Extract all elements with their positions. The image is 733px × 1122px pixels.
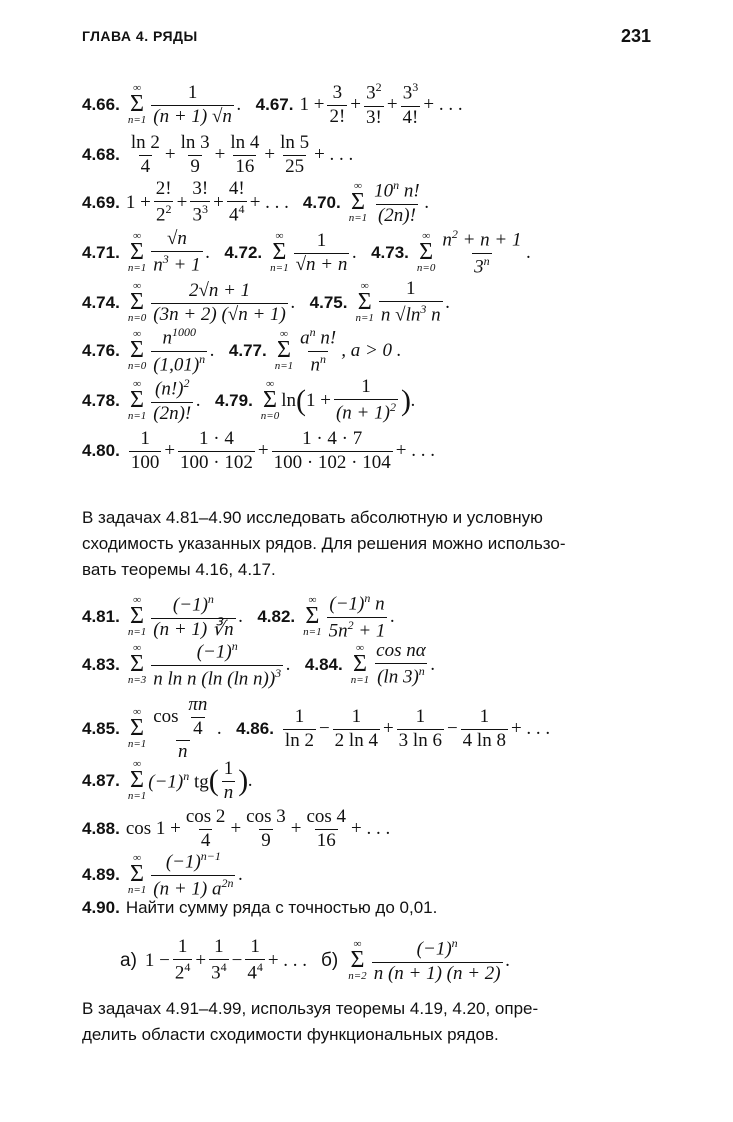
problem-row-4-83: 4.83. ∞ Σ n=3 $\frac{(-1)^n}{n \ln n (\ln (\ln n))^3}$ . 4.84. ∞ Σ n=1 $\frac{\text{cos nα}}{(\ln 3)^n}$ . — [82, 639, 436, 689]
sum-symbol: ∞ Σ n=0 — [127, 280, 147, 324]
problem-number: 4.80. — [82, 441, 120, 460]
fraction: $\frac{1}{3^4}$ — [211, 936, 227, 984]
sum-symbol: ∞ Σ n=1 — [127, 230, 147, 274]
problem-row-4-85: 4.85. ∞ Σ n=1 cos $\frac{\pi n}{4}$ n . 4.86. $\frac{1}{\ln 2}$ − $\frac{1}{2 \ln 4}$ + $\frac{1}{3 \ln 6}$ − $\frac{1}{4 \ln 8}$ + . . . — [82, 693, 551, 763]
problem-number: 4.73. — [371, 243, 409, 262]
problem-number: 4.78. — [82, 391, 120, 410]
fraction: $\frac{1}{4^4}$ — [247, 936, 263, 984]
problem-row-4-81: 4.81. ∞ Σ n=1 $\frac{(-1)^n}{(n + 1) ∛n}$ . 4.82. ∞ Σ n=1 $\frac{(-1)^n n}{5n^2 + 1}$ . — [82, 591, 396, 641]
fraction: $\frac{\ln 5}{25}$ — [280, 131, 310, 177]
fraction: $\frac{(-1)^{n-1}}{(n + 1) a^{2n}}$ — [153, 849, 234, 899]
fraction: $\frac{1}{\ln 2}$ — [284, 705, 314, 751]
text-line: В задачах 4.91–4.99, используя теоремы 4.19, 4.20, опре- — [82, 999, 539, 1018]
problem-row-4-68: 4.68. $\frac{\ln 2}{4}$ + $\frac{\ln 3}{9}$ + $\frac{\ln 4}{16}$ + $\frac{\ln 5}{25}$ + . . . — [82, 131, 354, 177]
fraction: cos $\frac{\pi n}{4}$ n — [153, 693, 208, 763]
running-head: ГЛАВА 4. РЯДЫ — [82, 28, 198, 44]
fraction: $\frac{1}{2^4}$ — [174, 936, 191, 984]
problem-number: 4.70. — [302, 193, 341, 212]
problem-number: 4.79. — [214, 391, 253, 410]
fraction: $\frac{1 \cdot 4}{100 \cdot 102}$ — [180, 427, 253, 473]
problem-row-4-71: 4.71. ∞ Σ n=1 $\frac{√n}{n^3 + 1}$ . 4.72. ∞ Σ n=1 $\frac{1}{√n + n}$ . 4.73. ∞ Σ n=0 $\frac{n^2 + n + 1}{3^n}$ . — [82, 227, 532, 277]
problem-number: 4.85. — [82, 719, 120, 738]
problem-number: 4.72. — [224, 243, 263, 262]
sum-symbol: ∞ Σ n=2 — [348, 938, 367, 982]
sum-symbol: ∞ Σ n=1 — [274, 328, 294, 372]
problem-number: 4.84. — [304, 655, 343, 674]
problem-number: 4.82. — [257, 607, 296, 626]
fraction: $\frac{\text{cos nα}}{(\ln 3)^n}$ — [376, 640, 426, 688]
fraction: $\frac{3!}{3^3}$ — [192, 178, 209, 226]
problem-number: 4.69. — [82, 193, 120, 212]
fraction: $\frac{a^n n!}{n^n}$ — [300, 325, 337, 375]
fraction: $\frac{1 \cdot 4 \cdot 7}{100 \cdot 102 \cdot 104}$ — [273, 427, 391, 473]
sum-symbol: ∞ Σ n=1 — [127, 852, 147, 896]
sum-symbol: ∞ Σ n=0 — [127, 328, 147, 372]
problem-row-4-69: 4.69. 1 + $\frac{2!}{2^2}$ + $\frac{3!}{3^3}$ + $\frac{4!}{4^4}$ + . . . 4.70. ∞ Σ n=1 $\frac{10^n n!}{(2n)!}$ . — [82, 178, 430, 226]
sum-symbol: ∞ Σ n=1 — [348, 180, 368, 224]
sum-symbol: ∞ Σ n=3 — [127, 642, 147, 686]
problem-number: 4.86. — [236, 719, 274, 738]
sum-symbol: ∞ Σ n=0 — [260, 378, 280, 422]
sum-symbol: ∞ Σ n=1 — [127, 82, 147, 126]
subitem-a-label: а) — [120, 950, 137, 971]
fraction: $\frac{(-1)^n}{(n + 1) ∛n}$ — [153, 592, 234, 640]
fraction: $\frac{2!}{2^2}$ — [155, 178, 172, 226]
fraction: $\frac{1}{4 \ln 8}$ — [462, 705, 506, 751]
problem-number: 4.77. — [228, 341, 267, 360]
fraction: $\frac{4!}{4^4}$ — [228, 178, 245, 226]
problem-row-4-66: 4.66. ∞ Σ n=1 $\frac{1}{(n + 1) √n}$ . 4.67. 1 + $\frac{3}{2!}$ + $\frac{3^2}{3!}$ + $\frac{3^3}{4!}$ + . . . — [82, 80, 463, 128]
fraction: $\frac{1}{(n + 1) √n}$ — [153, 81, 232, 127]
fraction: $\frac{n^{1000}}{(1,01)^n}$ — [153, 325, 206, 375]
text-line: В задачах 4.81–4.90 исследовать абсолютную и условную — [82, 508, 543, 527]
problem-number: 4.81. — [82, 607, 120, 626]
sum-symbol: ∞ Σ n=1 — [303, 594, 322, 638]
problem-row-4-90 — [82, 890, 657, 926]
problem-number: 4.76. — [82, 341, 120, 360]
fraction: $\frac{1}{100}$ — [130, 427, 160, 473]
problem-number: 4.83. — [82, 655, 120, 674]
problem-number: 4.90. — [82, 898, 120, 917]
sum-symbol: ∞ Σ n=1 — [127, 378, 147, 422]
fraction: $\frac{(-1)^n n}{5n^2 + 1}$ — [328, 591, 386, 641]
text-line: вать теоремы 4.16, 4.17. — [82, 560, 276, 579]
fraction: $\frac{1}{√n + n}$ — [295, 229, 348, 275]
fraction: $\frac{3^2}{3!}$ — [365, 80, 382, 128]
fraction: $\frac{\cos 2}{4}$ — [185, 805, 226, 851]
fraction: $\frac{1}{n √\ln^3 n}$ — [380, 278, 441, 326]
problem-number: 4.87. — [82, 771, 120, 790]
fraction: $\frac{10^n n!}{(2n)!}$ — [374, 178, 420, 226]
fraction: $\frac{3}{2!}$ — [329, 81, 346, 127]
problem-number: 4.68. — [82, 145, 120, 164]
problem-number: 4.88. — [82, 819, 120, 838]
fraction: $\frac{\ln 4}{16}$ — [230, 131, 260, 177]
subitem-b-label: б) — [321, 950, 339, 971]
fraction: $\frac{\cos 3}{9}$ — [246, 805, 286, 851]
intro-paragraph-4-91 — [82, 996, 657, 1048]
fraction: $\frac{1}{(n + 1)^2}$ — [335, 376, 396, 424]
problem-number: 4.66. — [82, 95, 120, 114]
fraction: $\frac{n^2 + n + 1}{3^n}$ — [442, 227, 522, 277]
fraction: $\frac{3^3}{4!}$ — [402, 80, 419, 128]
fraction: $\frac{(n!)^2}{(2n)!}$ — [153, 376, 192, 424]
sum-symbol: ∞ Σ n=1 — [127, 594, 147, 638]
problem-number: 4.71. — [82, 243, 120, 262]
intro-paragraph-4-81 — [82, 505, 657, 583]
problem-row-4-76: 4.76. ∞ Σ n=0 $\frac{n^{1000}}{(1,01)^n}$ . 4.77. ∞ Σ n=1 $\frac{a^n n!}{n^n}$ , a > 0 . — [82, 325, 402, 375]
fraction: $\frac{(-1)^n}{n (n + 1) (n + 2)}$ — [373, 936, 501, 984]
fraction: $\frac{\ln 3}{9}$ — [180, 131, 210, 177]
problem-row-4-80: 4.80. $\frac{1}{100}$ + $\frac{1 \cdot 4}{100 \cdot 102}$ + $\frac{1 \cdot 4 \cdot 7}{100 \cdot 102 \cdot 104}$ + . . . — [82, 427, 435, 473]
sum-symbol: ∞ Σ n=1 — [127, 758, 147, 802]
text-line: сходимость указанных рядов. Для решения можно использо- — [82, 534, 566, 553]
problem-number: 4.89. — [82, 865, 120, 884]
sum-symbol: ∞ Σ n=1 — [127, 706, 147, 750]
sum-symbol: ∞ Σ n=1 — [350, 642, 370, 686]
problem-number: 4.75. — [309, 293, 348, 312]
sum-symbol: ∞ Σ n=0 — [416, 230, 436, 274]
page-number: 231 — [620, 26, 651, 46]
fraction: $\frac{2√n + 1}{(3n + 2) (√n + 1)}$ — [153, 279, 286, 325]
fraction: $\frac{√n}{n^3 + 1}$ — [153, 228, 201, 276]
text-line: делить области сходимости функциональных рядов. — [82, 1025, 499, 1044]
fraction: $\frac{1}{2 \ln 4}$ — [334, 705, 378, 751]
subitems-row: а) 1 − $\frac{1}{2^4}$ + $\frac{1}{3^4}$ − $\frac{1}{4^4}$ + . . . б) ∞ Σ n=2 $\frac{(-1)^n}{n (n + 1) (n + 2)}$ . — [120, 936, 511, 984]
sum-symbol: ∞ Σ n=1 — [270, 230, 289, 274]
problem-row-4-78: 4.78. ∞ Σ n=1 $\frac{(n!)^2}{(2n)!}$ . 4.79. ∞ Σ n=0 ln ( 1 + $\frac{1}{(n + 1)^2}$ ) . — [82, 376, 416, 424]
problem-number: 4.67. — [255, 95, 294, 114]
problem-row-4-74: 4.74. ∞ Σ n=0 $\frac{2√n + 1}{(3n + 2) (√n + 1)}$ . 4.75. ∞ Σ n=1 $\frac{1}{n √\ln^3 n}$ . — [82, 278, 451, 326]
problem-row-4-88: 4.88. cos 1 + $\frac{\cos 2}{4}$ + $\frac{\cos 3}{9}$ + $\frac{\cos 4}{16}$ + . . . — [82, 805, 391, 851]
fraction: $\frac{(-1)^n}{n \ln n (\ln (\ln n))^3}$ — [153, 639, 282, 689]
fraction: $\frac{\cos 4}{16}$ — [306, 805, 347, 851]
problem-row-4-87: 4.87. ∞ Σ n=1 $(-1)^n$ tg ( $\frac{1}{n}$ ) . — [82, 757, 254, 803]
sum-symbol: ∞ Σ n=1 — [355, 280, 374, 324]
problem-number: 4.74. — [82, 293, 120, 312]
fraction: $\frac{\ln 2}{4}$ — [130, 131, 160, 177]
problem-row-4-89: 4.89. ∞ Σ n=1 $\frac{(-1)^{n-1}}{(n + 1) a^{2n}}$ . — [82, 849, 244, 899]
fraction: $\frac{1}{n}$ — [223, 757, 234, 803]
fraction: $\frac{1}{3 \ln 6}$ — [398, 705, 442, 751]
problem-text: Найти сумму ряда с точностью до 0,01. — [125, 898, 438, 917]
